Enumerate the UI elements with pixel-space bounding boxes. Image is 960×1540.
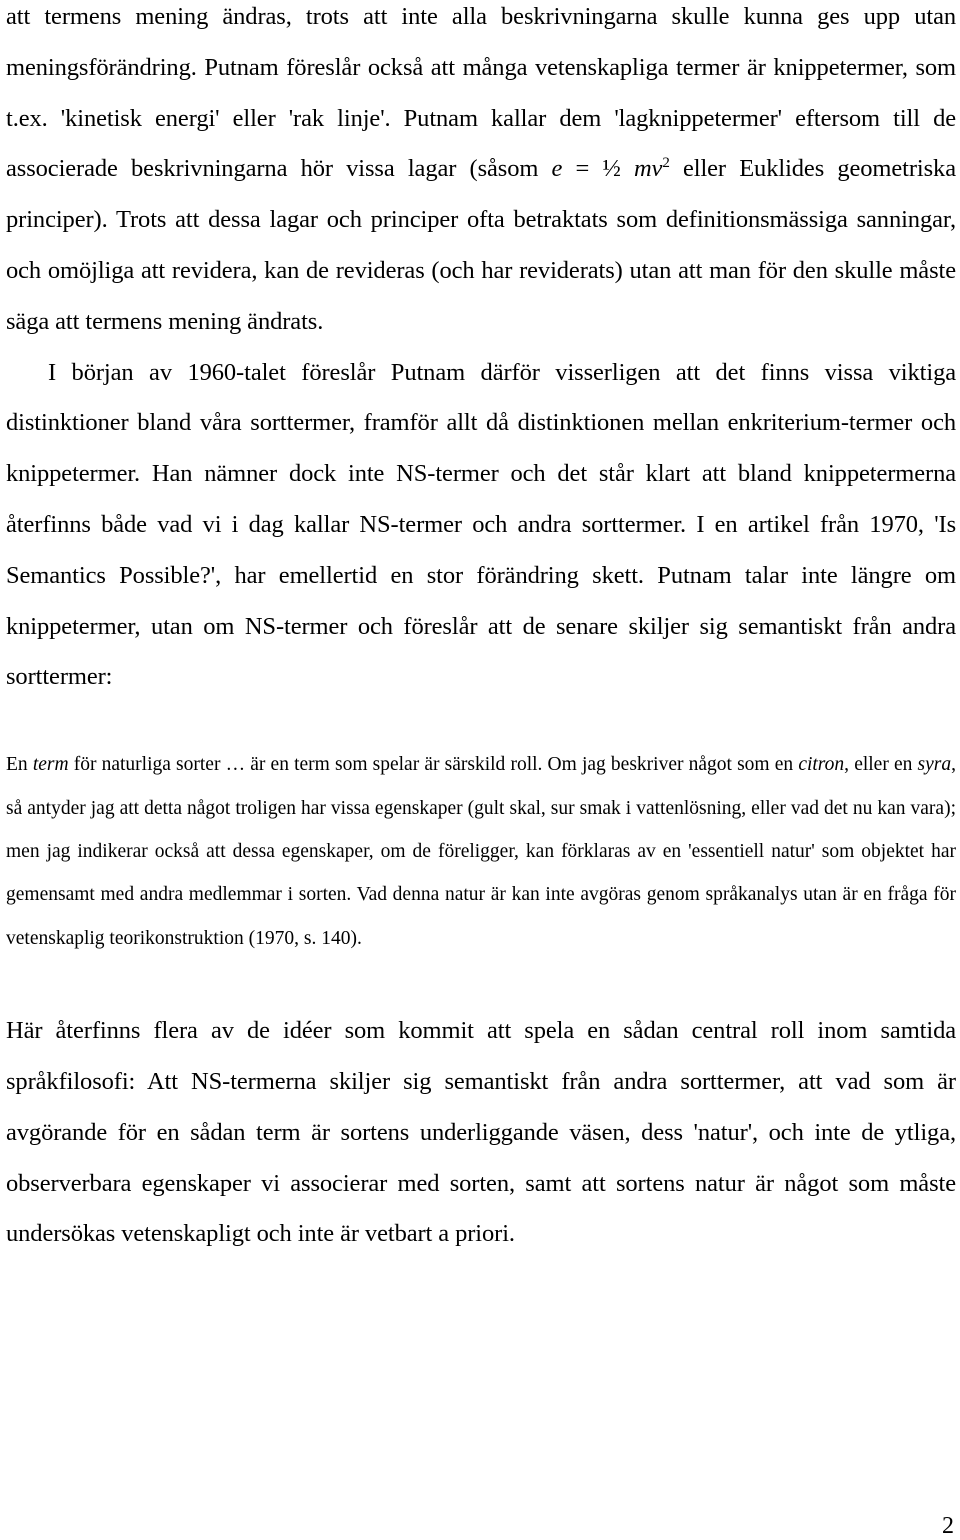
quote-text-a: En [6, 754, 33, 776]
quote-emphasis-citron: citron [798, 754, 845, 776]
paragraph-1 [6, 0, 956, 348]
document-page [6, 0, 956, 1260]
quote-emphasis-syra: syra [917, 754, 952, 776]
paragraph-1-text-a: att termens mening ändras, trots att inte alla beskrivningarna skulle kunna ges upp utan meningsförändring. Putnam föreslår också att många vetenskapliga termer är knippetermer, som t.ex. 'kinetisk energi' eller 'rak linje'. Putnam kallar dem 'lagknippetermer' eftersom till de associerade beskrivningarna hör vissa lagar (såsom [6, 3, 956, 183]
quote-emphasis-term: term [32, 754, 69, 776]
block-quote [6, 743, 956, 960]
formula-exponent: 2 [662, 155, 670, 172]
paragraph-3: Här återfinns flera av de idéer som kommit att spela en sådan central roll inom samtida språkfilosofi: Att NS-termerna skiljer sig semantiskt från andra sorttermer, att vad som är avgörande för en sådan term är sortens underliggande väsen, dess 'natur', och inte de ytliga, observerbara egenskaper vi associerar med sorten, samt att sortens natur är något som måste undersökas vetenskapligt och inte är vetbart a priori. [6, 1017, 956, 1248]
paragraph-1-text-b: eller Euklides geometriska principer). Trots att dessa lagar och principer ofta betraktats som definitionsmässiga sanningar, och omöjliga att revidera, kan de revideras (och har reviderats) utan att man för den skulle måste säga att termens mening ändrats. [6, 155, 956, 335]
quote-text-b: för naturliga sorter … är en term som spelar är särskild roll. Om jag beskriver något som en [68, 754, 799, 776]
formula-variable: mv [620, 155, 663, 183]
quote-text-d: , så antyder jag att detta något troligen har vissa egenskaper (gult skal, sur smak i vattenlösning, eller vad det nu kan vara); men jag indikerar också att dessa egenskaper, om de föreligger, kan förklaras av en 'essentiell natur' som objektet har gemensamt med andra medlemmar i sorten. Vad denna natur är kan inte avgöras genom språkanalys utan är en fråga för vetenskaplig teorikonstruktion (1970, s. 140). [6, 754, 957, 949]
page-number: 2 [942, 1513, 954, 1539]
formula-equals: = [562, 155, 603, 183]
quote-text-c: , eller en [844, 754, 918, 776]
paragraph-2: I början av 1960-talet föreslår Putnam därför visserligen att det finns vissa viktiga distinktioner bland våra sorttermer, framför allt då distinktionen mellan enkriterium-termer och knippetermer. Han nämner dock inte NS-termer och det står klart att bland knippetermerna återfinns både vad vi i dag kallar NS-termer och andra sorttermer. I en artikel från 1970, 'Is Semantics Possible?', har emellertid en stor förändring skett. Putnam talar inte längre om knippetermer, utan om NS-termer och föreslår att de senare skiljer sig semantiskt från andra sorttermer: [6, 358, 956, 691]
formula-half: ½ [602, 155, 621, 183]
formula-lhs: e [551, 155, 563, 183]
